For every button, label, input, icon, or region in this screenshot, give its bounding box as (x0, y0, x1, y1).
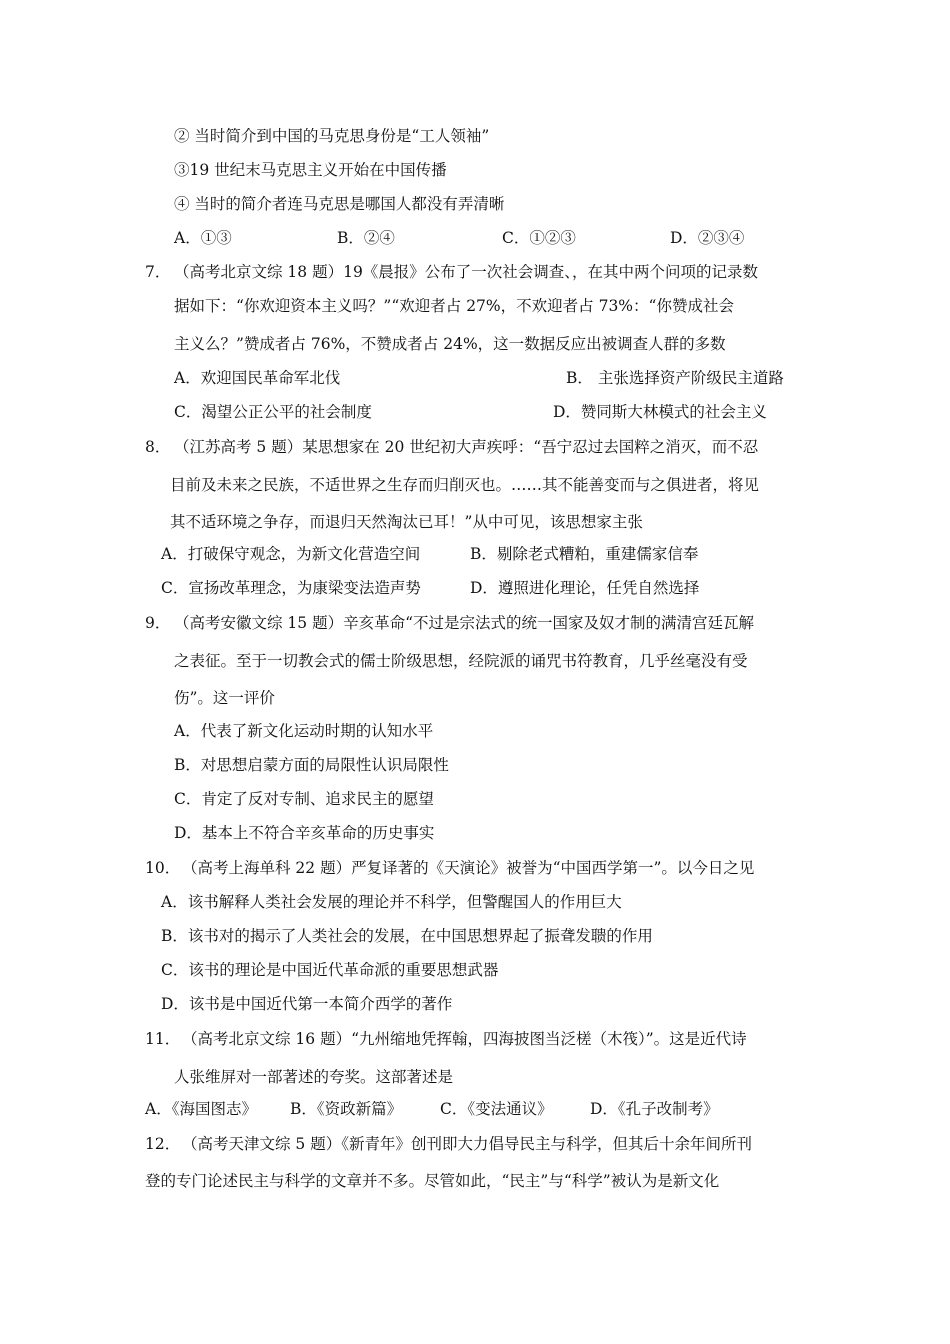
q8-stem-line-2: 目前及未来之民族，不适世界之生存而归削灭也。……其不能善变而与之俱进者，将见 (170, 476, 760, 494)
q6-option-d: D．②③④ (670, 229, 745, 247)
q9-option-b: B．对思想启蒙方面的局限性认识局限性 (174, 756, 449, 774)
q6-option-a: A．①③ (174, 229, 232, 247)
q10-option-b: B．该书对的揭示了人类社会的发展，在中国思想界起了振聋发聩的作用 (161, 927, 653, 945)
q6-statement-4: ④ 当时的简介者连马克思是哪国人都没有弄清晰 (174, 195, 505, 213)
q10-option-c: C．该书的理论是中国近代革命派的重要思想武器 (161, 961, 499, 979)
q9-number: 9． (145, 614, 171, 632)
q10-number: 10． (145, 859, 181, 877)
q12-stem-line-2: 登的专门论述民主与科学的文章并不多。尽管如此，“民主”与“科学”被认为是新文化 (145, 1172, 720, 1190)
q9-option-a: A．代表了新文化运动时期的认知水平 (174, 722, 434, 740)
q12-number: 12． (145, 1135, 181, 1153)
q10-stem-line-1: （高考上海单科 22 题）严复译著的《天演论》被誉为“中国西学第一”。以今日之见 (182, 859, 755, 877)
q11-option-a: A．《海国图志》 (145, 1100, 257, 1118)
q7-option-d: D．赞同斯大林模式的社会主义 (553, 403, 767, 421)
q9-option-c: C．肯定了反对专制、追求民主的愿望 (174, 790, 434, 808)
q6-option-b: B．②④ (337, 229, 395, 247)
q7-option-a: A．欢迎国民革命军北伐 (174, 369, 341, 387)
q7-stem-line-1: （高考北京文综 18 题）19《晨报》公布了一次社会调查、，在其中两个问项的记录数 (174, 263, 759, 281)
q8-stem-line-1: （江苏高考 5 题）某思想家在 20 世纪初大声疾呼：“吾宁忍过去国粹之消灭，而不忍 (174, 438, 759, 456)
q12-stem-line-1: （高考天津文综 5 题）《新青年》创刊即大力倡导民主与科学，但其后十余年间所刊 (182, 1135, 752, 1153)
q11-option-d: D．《孔子改制考》 (590, 1100, 719, 1118)
q11-number: 11． (145, 1030, 181, 1048)
q11-option-c: C．《变法通议》 (440, 1100, 553, 1118)
q6-option-c: C．①②③ (502, 229, 576, 247)
q8-option-c: C．宣扬改革理念，为康梁变法造声势 (161, 579, 421, 597)
q7-option-b: B． 主张选择资产阶级民主道路 (566, 369, 784, 387)
q11-stem-line-2: 人张维屏对一部著述的夸奖。这部著述是 (174, 1068, 454, 1086)
q7-option-c: C．渴望公正公平的社会制度 (174, 403, 372, 421)
q7-stem-line-3: 主义么？”赞成者占 76%，不赞成者占 24%，这一数据反应出被调查人群的多数 (174, 335, 726, 353)
q8-option-a: A．打破保守观念，为新文化营造空间 (161, 545, 421, 563)
q9-option-d: D．基本上不符合辛亥革命的历史事实 (174, 824, 435, 842)
q7-stem-line-2: 据如下：“你欢迎资本主义吗？”“欢迎者占 27%，不欢迎者占 73%：“你赞成社会 (174, 297, 734, 315)
q7-number: 7． (145, 263, 171, 281)
q11-option-b: B．《资政新篇》 (290, 1100, 403, 1118)
q10-option-d: D．该书是中国近代第一本简介西学的著作 (161, 995, 453, 1013)
q6-statement-2: ② 当时简介到中国的马克思身份是“工人领袖” (174, 127, 490, 145)
q9-stem-line-3: 伤”。这一评价 (174, 689, 275, 707)
q6-statement-3: ③19 世纪末马克思主义开始在中国传播 (174, 161, 447, 179)
q8-stem-line-3: 其不适环境之争存，而退归天然淘汰已耳！”从中可见，该思想家主张 (170, 513, 643, 531)
q8-number: 8． (145, 438, 171, 456)
q11-stem-line-1: （高考北京文综 16 题）“九州缩地凭挥翰，四海披图当泛槎（木筏）”。这是近代诗 (182, 1030, 747, 1048)
q8-option-b: B．剔除老式糟粕，重建儒家信奉 (470, 545, 699, 563)
q8-option-d: D．遵照进化理论，任凭自然选择 (470, 579, 700, 597)
q9-stem-line-1: （高考安徽文综 15 题）辛亥革命“不过是宗法式的统一国家及奴才制的满清宫廷瓦解 (174, 614, 755, 632)
q9-stem-line-2: 之表征。至于一切教会式的儒士阶级思想，经院派的诵咒书符教育，几乎丝毫没有受 (174, 652, 748, 670)
q10-option-a: A．该书解释人类社会发展的理论并不科学，但警醒国人的作用巨大 (161, 893, 622, 911)
